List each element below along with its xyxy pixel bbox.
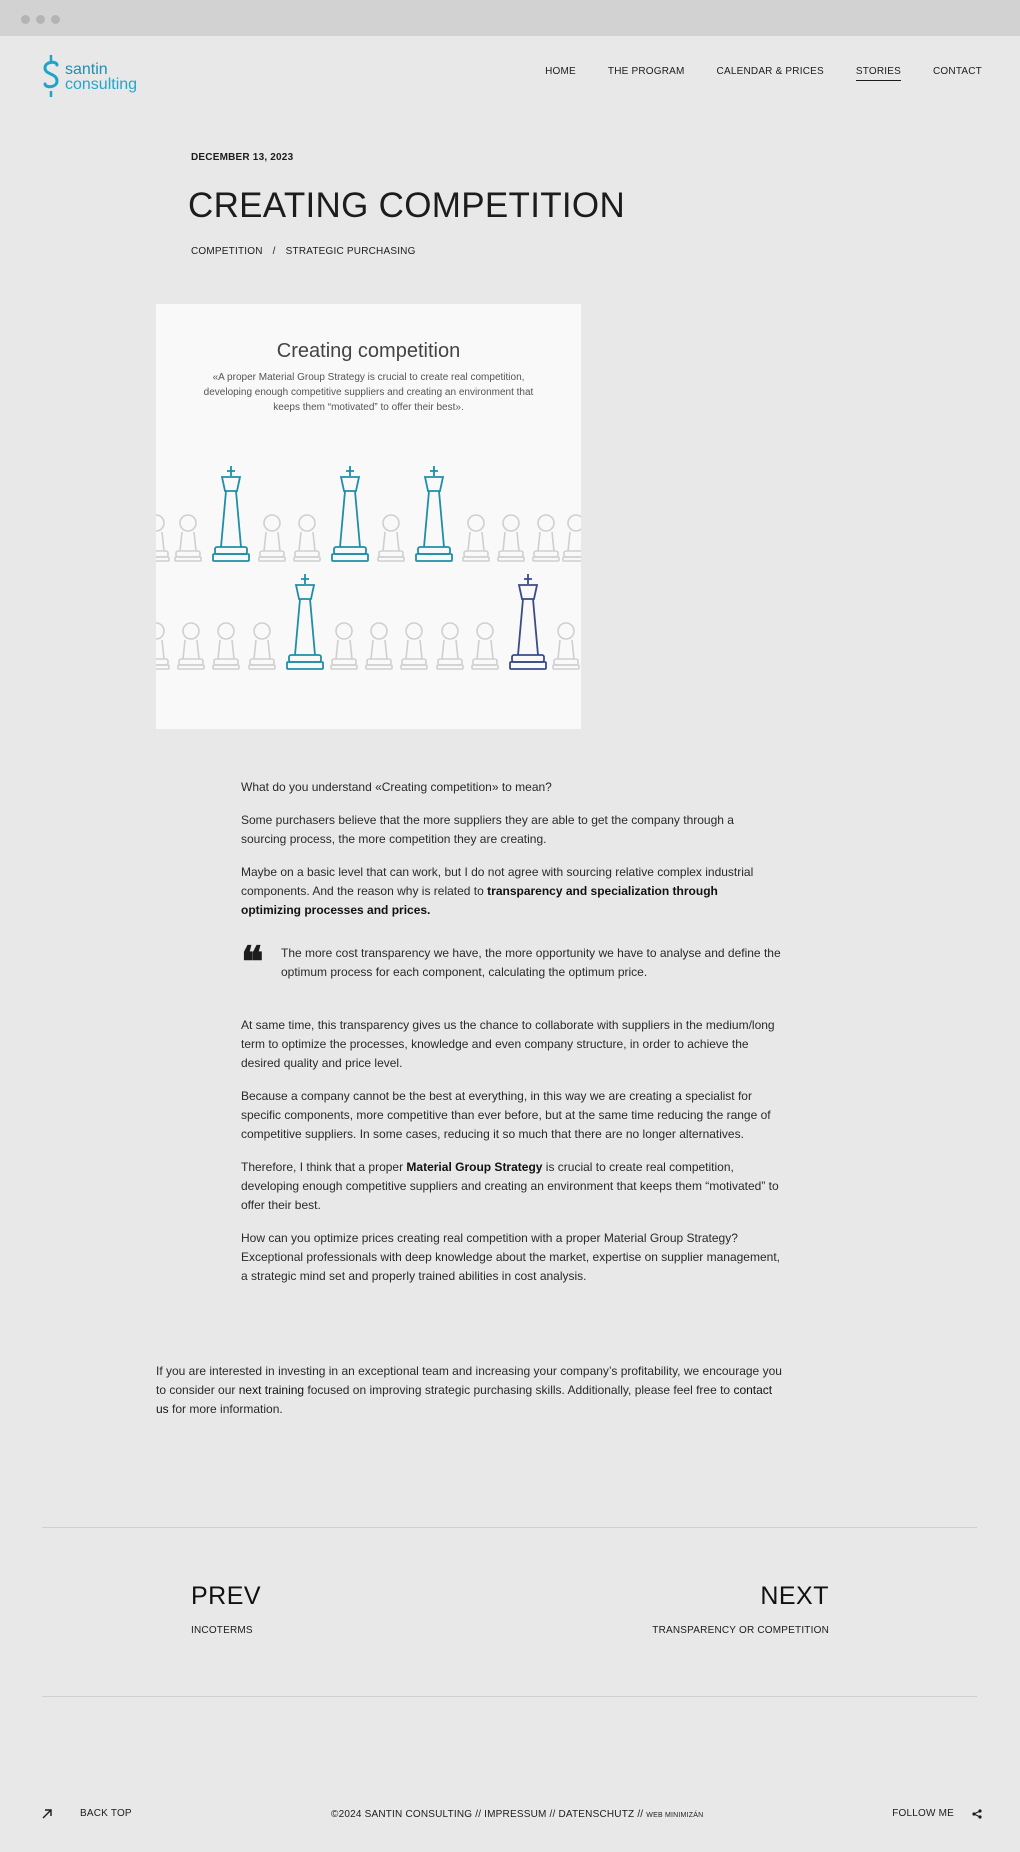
logo-text-line2: consulting [65, 76, 138, 93]
footer-credit[interactable]: WEB MINIMIZÁN [646, 1812, 704, 1819]
post-categories [191, 246, 416, 257]
nav-home[interactable]: HOME [545, 66, 576, 77]
pawn-piece [533, 515, 559, 561]
blockquote-text: The more cost transparency we have, the more opportunity we have to analyse and define the optimum process for each component, calculating the optimum price. [281, 946, 781, 979]
paragraph: What do you understand «Creating competition» to mean? [241, 780, 552, 794]
article-outro: If you are interested in investing in an exceptional team and increasing your company’s profitability, we encourage you to consider our next training focused on improving strategic purchasing skills. Additionally, please feel free to contact us for more information. [156, 1364, 782, 1416]
pawn-piece [259, 515, 285, 561]
paragraph: Therefore, I think that a proper Material Group Strategy is crucial to create real competition, developing enough competitive suppliers and creating an environment that keeps them “motivated” to offer their best. [241, 1160, 779, 1212]
paragraph: Because a company cannot be the best at everything, in this way we are creating a specialist for specific components, more competitive than ever before, but at the same time reducing the range of competitive suppliers. In some cases, reducing it so much that there are no longer alternatives. [241, 1089, 771, 1141]
back-top-link[interactable] [42, 1808, 132, 1819]
next-post-title: TRANSPARENCY OR COMPETITION [652, 1625, 829, 1636]
follow-me[interactable] [892, 1808, 982, 1819]
pawn-piece [156, 623, 169, 669]
hero-image [156, 304, 581, 729]
prev-label: PREV [191, 1582, 262, 1610]
pawn-piece [213, 623, 239, 669]
browser-title-bar [0, 0, 1020, 36]
logo-text-line1: santin [65, 61, 108, 78]
king-piece [287, 574, 323, 669]
prev-post-title: INCOTERMS [191, 1625, 253, 1636]
window-minimize-dot[interactable] [36, 15, 45, 24]
window-maximize-dot[interactable] [51, 15, 60, 24]
site-logo[interactable] [42, 55, 152, 97]
nav-the-program[interactable]: THE PROGRAM [607, 66, 685, 77]
king-piece [332, 466, 368, 561]
nav-contact[interactable]: CONTACT [933, 66, 982, 77]
nav-calendar-prices[interactable]: CALENDAR & PRICES [716, 66, 824, 77]
hero-image-quote: «A proper Material Group Strategy is crucial to create real competition, developing enough competitive suppliers and creating an environment that keeps them “motivated” to offer their best». [203, 372, 534, 413]
next-label: NEXT [760, 1582, 829, 1610]
footer-copyright[interactable]: ©2024 SANTIN CONSULTING // IMPRESSUM // DATENSCHUTZ // [331, 1809, 644, 1820]
pawn-piece [156, 515, 169, 561]
category-link[interactable]: COMPETITION [191, 246, 263, 257]
pawn-piece [378, 515, 404, 561]
paragraph: How can you optimize prices creating real competition with a proper Material Group Strategy? Exceptional professionals with deep knowledge about the market, expertise on supplier management, a strategic mind set and properly trained abilities in cost analysis. [241, 1231, 780, 1283]
pawn-piece [249, 623, 275, 669]
king-piece [416, 466, 452, 561]
nav-stories[interactable]: STORIES [856, 66, 901, 81]
next-training-link[interactable]: next training [238, 1383, 305, 1397]
pawn-piece [463, 515, 489, 561]
footer-legal [331, 1809, 703, 1820]
main-nav [545, 66, 982, 81]
window-close-dot[interactable] [21, 15, 30, 24]
pawn-piece [178, 623, 204, 669]
divider [42, 1527, 977, 1528]
pawn-piece [294, 515, 320, 561]
hero-image-title: Creating competition [276, 340, 461, 362]
pawn-piece [331, 623, 357, 669]
divider [42, 1696, 977, 1697]
contact-us-link[interactable]: contact us [156, 1383, 773, 1416]
chess-pieces-illustration [156, 304, 581, 729]
pawn-piece [437, 623, 463, 669]
post-date: DECEMBER 13, 2023 [191, 152, 294, 163]
king-piece [213, 466, 249, 561]
quote-mark-icon: ❝ [241, 937, 264, 986]
pawn-piece [175, 515, 201, 561]
pawn-piece [553, 623, 579, 669]
prev-post-link[interactable] [191, 1582, 261, 1636]
king-piece [510, 574, 546, 669]
blockquote [241, 937, 781, 986]
paragraph: Maybe on a basic level that can work, but I do not agree with sourcing relative complex industrial components. And the reason why is related to transparency and specialization through optimizing processes and prices. [241, 865, 754, 917]
share-icon [972, 1809, 982, 1819]
pawn-piece [401, 623, 427, 669]
pawn-piece [472, 623, 498, 669]
pawn-piece [498, 515, 524, 561]
site-footer [0, 1808, 1020, 1824]
back-top-label: BACK TOP [80, 1808, 132, 1819]
arrow-up-right-icon [42, 1809, 52, 1819]
logo-s-icon [42, 55, 60, 97]
category-separator: / [272, 246, 276, 257]
pawn-piece [366, 623, 392, 669]
category-link[interactable]: STRATEGIC PURCHASING [285, 246, 416, 257]
article-body [241, 778, 781, 1300]
follow-me-label: FOLLOW ME [892, 1808, 954, 1819]
next-post-link[interactable] [652, 1582, 829, 1636]
paragraph: At same time, this transparency gives us the chance to collaborate with suppliers in the medium/long term to optimize the processes, knowledge and even company structure, in order to achieve the desired quality and price level. [241, 1018, 775, 1070]
paragraph: Some purchasers believe that the more suppliers they are able to get the company through a sourcing process, the more competition they are creating. [241, 813, 734, 846]
pawn-piece [563, 515, 581, 561]
post-title: CREATING COMPETITION [188, 186, 626, 225]
